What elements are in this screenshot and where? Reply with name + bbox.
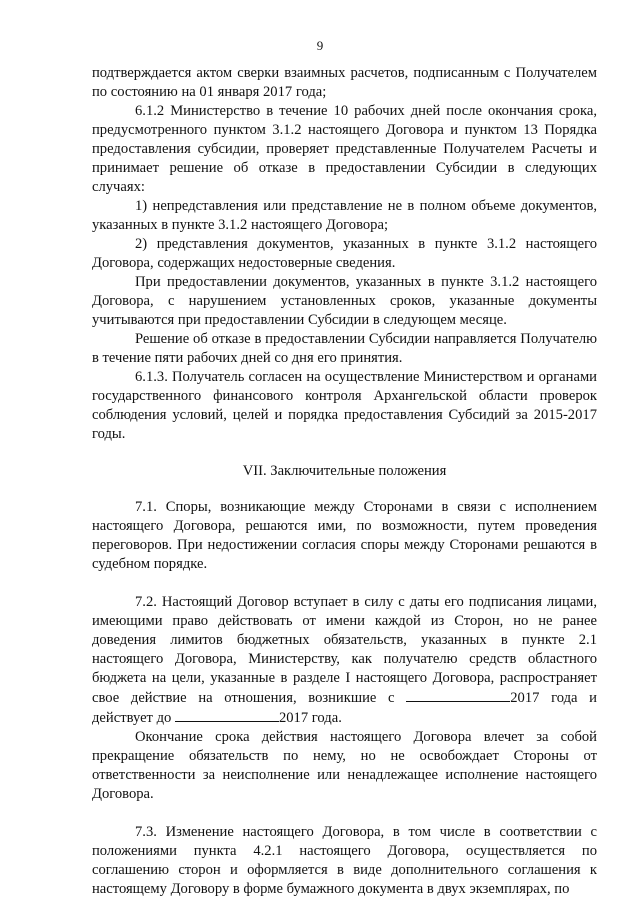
clause-6-1-2: 6.1.2 Министерство в течение 10 рабочих дней после окончания срока, предусмотренного пунктом 3.1.2 настоящего Договора и пунктом 13 Порядка предоставления субсидии, проверяет представленные Получателем Расчеты и принимает решение об отказе в предоставлении Субсидии в следующих случаях: — [92, 103, 597, 195]
clause-7-3: 7.3. Изменение настоящего Договора, в том числе в соответствии с положениями пункта 4.2.1 настоящего Договора, осуществляется по соглашению сторон и оформляется в виде дополнительного соглашения к настоящему Договору в форме бумажного документа в двух экземплярах, по — [92, 824, 597, 897]
clause-6-1-2-item-1: 1) непредставления или представление не в полном объеме документов, указанных в пункте 3.1.2 настоящего Договора; — [92, 198, 597, 233]
late-submission-paragraph: При предоставлении документов, указанных в пункте 3.1.2 настоящего Договора, с нарушением установленных сроков, указанные документы учитываются при предоставлении Субсидии в следующем месяце. — [92, 274, 597, 328]
start-date-blank — [406, 688, 510, 702]
clause-7-2 — [92, 593, 597, 728]
section-heading: VII. Заключительные положения — [242, 463, 447, 479]
end-date-blank — [175, 708, 279, 722]
term-expiry-paragraph: Окончание срока действия настоящего Договора влечет за собой прекращение обязательств по нему, но не освобождает Стороны от ответственности за неисполнение или ненадлежащее исполнение настоящего Договора. — [92, 729, 597, 802]
clause-7-2-text: 7.2. Настоящий Договор вступает в силу с даты его подписания лицами, имеющими право действовать от имени каждой из Сторон, но не ранее доведения лимитов бюджетных обязательств, указанных в пункте 2.1 настоящего Договора, Министерству, как получателю средств областного бюджета на цели, указанные в разделе I настоящего Договора, распространяет свое действие на отношения, возникшие с — [92, 594, 597, 706]
clause-7-1: 7.1. Споры, возникающие между Сторонами в связи с исполнением настоящего Договора, решаются ими, по возможности, путем проведения переговоров. При недостижении согласия споры между Сторонами решаются в судебном порядке. — [92, 499, 597, 572]
clause-6-1-3: 6.1.3. Получатель согласен на осуществление Министерством и органами государственного финансового контроля Архангельской области проверок соблюдения условий, целей и порядка предоставления Субсидий за 2015-2017 годы. — [92, 369, 597, 442]
document-body — [92, 64, 597, 899]
refusal-decision-paragraph: Решение об отказе в предоставлении Субсидии направляется Получателю в течение пяти рабочих дней со дня его принятия. — [92, 331, 597, 366]
clause-6-1-2-item-2: 2) представления документов, указанных в пункте 3.1.2 настоящего Договора, содержащих недостоверные сведения. — [92, 236, 597, 271]
clause-7-2-end: 2017 года. — [278, 710, 342, 726]
clause-7-2-middle: 2017 года и действует до — [92, 690, 597, 726]
paragraph-continuation: подтверждается актом сверки взаимных расчетов, подписанным с Получателем по состоянию на 01 января 2017 года; — [92, 65, 597, 100]
page-number: 9 — [316, 38, 324, 53]
